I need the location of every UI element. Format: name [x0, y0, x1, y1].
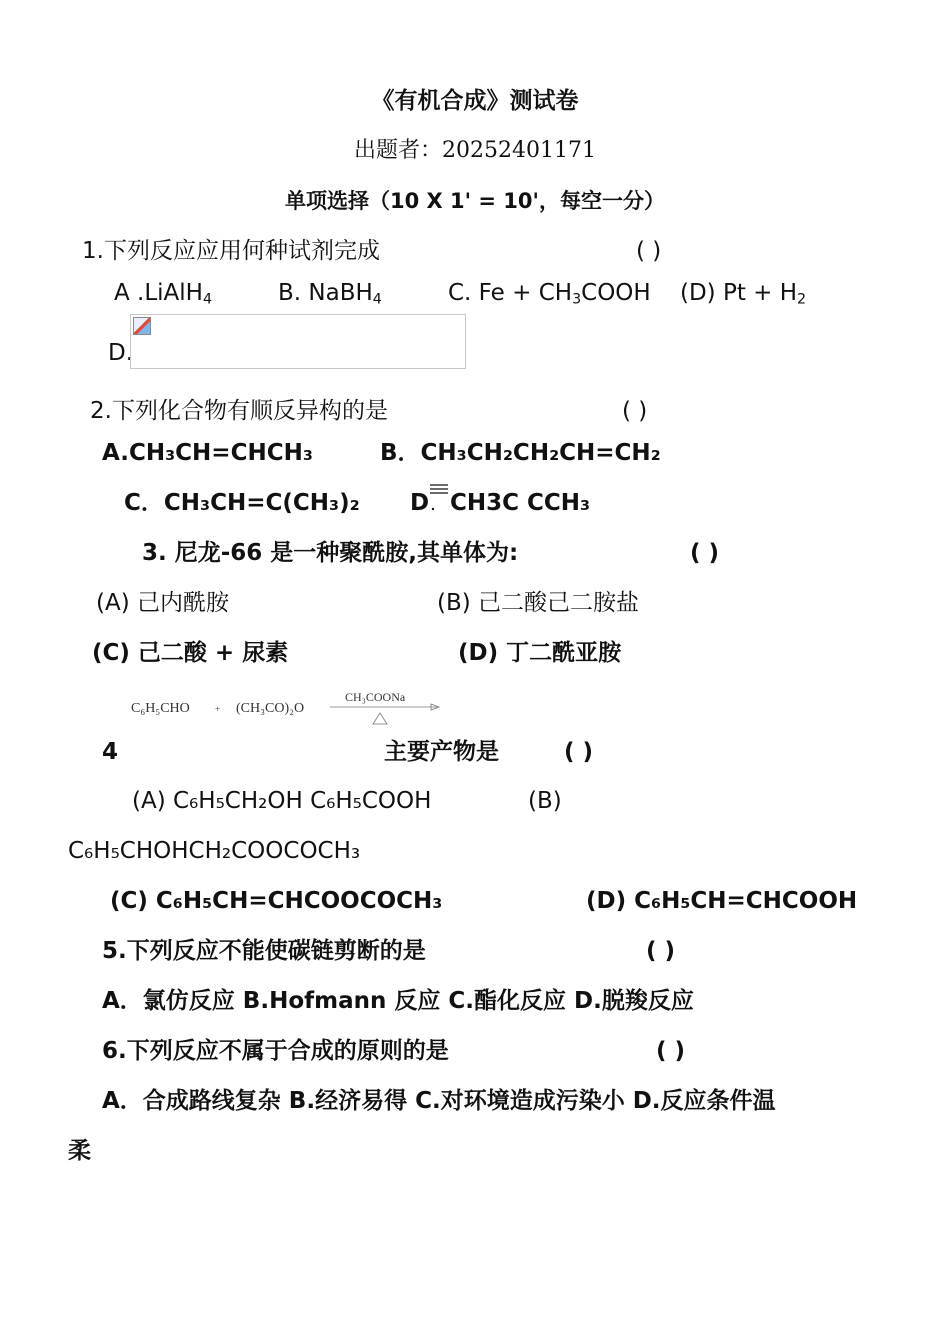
q4-plus: +: [215, 704, 221, 714]
q1-option-b: B. NaBH$_4$: [278, 280, 382, 308]
q5-stem: 5.下列反应不能使碳链剪断的是: [102, 938, 426, 964]
section-heading: 单项选择（10 X 1' = 10'，每空一分）: [285, 189, 665, 213]
q4-stem: 主要产物是: [384, 739, 499, 765]
q4-option-b: C₆H₅CHOHCH₂COOCOCH₃: [68, 838, 361, 864]
q2-option-d-label: D: [410, 490, 430, 516]
q4-catalyst: CH₃COONa: [345, 690, 406, 704]
heat-triangle-icon: [373, 713, 387, 724]
q2-option-a: A.CH₃CH=CHCH₃: [102, 440, 313, 466]
q6-options-continued: 柔: [68, 1138, 91, 1164]
q4-option-c: (C) C₆H₅CH=CHCOOCOCH₃: [110, 888, 443, 914]
q3-option-d: (D) 丁二酰亚胺: [458, 640, 622, 666]
broken-image-placeholder: [130, 314, 466, 369]
q2-option-d: CH3C CCH₃: [450, 490, 591, 516]
q2-answer-paren: ( ): [622, 398, 648, 424]
q4-number: 4: [102, 739, 119, 765]
q3-stem: 3. 尼龙-66 是一种聚酰胺,其单体为:: [142, 540, 519, 566]
q3-option-b: (B) 己二酸己二胺盐: [437, 590, 640, 616]
q1-option-d: (D) $Pt + H_2$: [680, 280, 807, 308]
q1-answer-paren: ( ): [636, 238, 662, 264]
q4-reactant-2: (CH₃CO)₂O: [236, 701, 305, 716]
q1-option-c: C. $Fe + CH_3COOH$: [448, 280, 651, 308]
page-title: 《有机合成》测试卷: [371, 88, 579, 114]
q1-option-a: A .LiAlH$_4$: [114, 280, 213, 308]
q3-answer-paren: ( ): [690, 540, 720, 566]
q4-option-d: (D) C₆H₅CH=CHCOOH: [586, 888, 858, 914]
q5-answer-paren: ( ): [646, 938, 676, 964]
q5-options: A．氯仿反应 B.Hofmann 反应 C.酯化反应 D.脱羧反应: [102, 988, 694, 1014]
q4-option-b-label: (B): [528, 788, 562, 814]
q1-option-d2-label: D.: [108, 340, 134, 366]
broken-image-icon: [133, 317, 151, 335]
q6-stem: 6.下列反应不属于合成的原则的是: [102, 1038, 449, 1064]
q6-answer-paren: ( ): [656, 1038, 686, 1064]
q4-option-a: (A) C₆H₅CH₂OH C₆H₅COOH: [132, 788, 432, 814]
triple-bond-icon: [428, 482, 452, 512]
q3-option-a: (A) 己内酰胺: [96, 590, 229, 616]
q2-stem: 2.下列化合物有顺反异构的是: [90, 398, 388, 424]
author-line: 出题者：20252401171: [354, 138, 596, 163]
q4-answer-paren: ( ): [564, 739, 594, 765]
q6-options: A．合成路线复杂 B.经济易得 C.对环境造成污染小 D.反应条件温: [102, 1088, 776, 1114]
q4-reactant-1: C₆H₅CHO: [131, 701, 190, 716]
q3-option-c: (C) 己二酸 + 尿素: [92, 640, 289, 666]
q2-option-b: B．CH₃CH₂CH₂CH=CH₂: [380, 440, 661, 466]
q4-reaction-equation: [129, 686, 459, 730]
q1-stem: 1.下列反应应用何种试剂完成: [82, 238, 380, 264]
q2-option-c: C．CH₃CH=C(CH₃)₂: [124, 490, 360, 516]
